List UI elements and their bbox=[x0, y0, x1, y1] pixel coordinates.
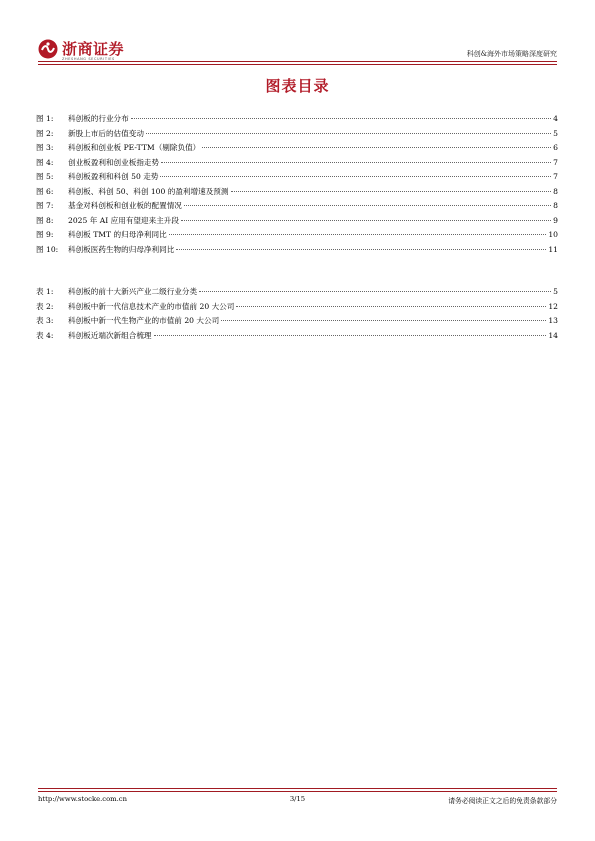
figure-entry[interactable] bbox=[36, 244, 558, 259]
table-entry[interactable] bbox=[36, 301, 558, 316]
dot-leader bbox=[181, 220, 551, 221]
table-entry-title: 科创板中新一代生物产业的市值前 20 大公司 bbox=[68, 316, 220, 326]
figure-entry-page: 9 bbox=[553, 215, 558, 225]
figure-entry-page: 7 bbox=[553, 157, 558, 167]
dot-leader bbox=[202, 147, 551, 148]
figure-entry[interactable] bbox=[36, 142, 558, 157]
figure-entry[interactable] bbox=[36, 128, 558, 143]
figure-entry-title: 2025 年 AI 应用有望迎来主升段 bbox=[68, 215, 179, 225]
dot-leader bbox=[221, 320, 546, 321]
figure-entry-number: 图 8: bbox=[36, 215, 54, 225]
table-entry-title: 科创板的前十大新兴产业二级行业分类 bbox=[68, 287, 198, 296]
figure-entry-page: 11 bbox=[548, 244, 558, 254]
figure-entry-number: 图 1: bbox=[36, 114, 54, 123]
disclaimer-note: 请务必阅读正文之后的免责条款部分 bbox=[448, 797, 557, 805]
table-entry[interactable] bbox=[36, 330, 558, 345]
figure-entry-number: 图 4: bbox=[36, 157, 54, 167]
dot-leader bbox=[236, 306, 546, 307]
figure-entry-title: 新股上市后的估值变动 bbox=[68, 128, 144, 138]
dot-leader bbox=[176, 249, 546, 250]
logo-mark-icon bbox=[38, 39, 58, 59]
table-entry-page: 12 bbox=[548, 301, 558, 311]
dot-leader bbox=[146, 133, 551, 134]
table-entry-number: 表 2: bbox=[36, 301, 54, 311]
figure-entry-number: 图 7: bbox=[36, 201, 54, 211]
figure-entry-page: 5 bbox=[553, 128, 558, 138]
table-entry-page: 5 bbox=[553, 287, 558, 296]
table-entry[interactable] bbox=[36, 286, 558, 301]
figure-entry[interactable] bbox=[36, 113, 558, 128]
figure-entry-page: 4 bbox=[553, 114, 558, 123]
figure-entry-number: 图 2: bbox=[36, 128, 54, 138]
dot-leader bbox=[199, 291, 551, 292]
table-entry-title: 科创板中新一代信息技术产业的市值前 20 大公司 bbox=[68, 301, 235, 311]
header-divider-thin bbox=[38, 64, 557, 65]
footer-url-link[interactable]: http://www.stocke.com.cn bbox=[38, 795, 127, 803]
figure-entry-title: 科创板、科创 50、科创 100 的盈利增速及预测 bbox=[68, 186, 229, 196]
dot-leader bbox=[169, 234, 547, 235]
figure-entry-page: 7 bbox=[553, 172, 558, 182]
table-entry-page: 14 bbox=[548, 330, 558, 340]
footer-divider bbox=[38, 788, 557, 789]
figure-entry-page: 8 bbox=[553, 186, 558, 196]
figure-entry[interactable] bbox=[36, 229, 558, 244]
page-number: 3/15 bbox=[289, 795, 306, 803]
dot-leader bbox=[154, 335, 547, 336]
figure-entry-title: 科创板 TMT 的归母净利同比 bbox=[68, 230, 167, 240]
figure-entry-title: 科创板盈利和科创 50 走势 bbox=[68, 172, 159, 182]
company-name: 浙商证券 bbox=[62, 40, 125, 58]
figure-entry-number: 图 9: bbox=[36, 230, 54, 240]
figure-entry-page: 8 bbox=[553, 201, 558, 211]
company-subname: ZHESHANG SECURITIES bbox=[62, 57, 115, 61]
figure-entry[interactable] bbox=[36, 157, 558, 172]
dot-leader bbox=[160, 176, 551, 177]
figure-entry-number: 图 6: bbox=[36, 186, 54, 196]
report-type: 科创&海外市场策略深度研究 bbox=[466, 50, 557, 58]
figure-entry-title: 科创板的行业分布 bbox=[68, 114, 129, 123]
table-list bbox=[36, 286, 558, 344]
table-entry-number: 表 1: bbox=[36, 287, 54, 296]
figure-entry-title: 科创板医药生物的归母净利同比 bbox=[68, 244, 175, 254]
table-entry-number: 表 4: bbox=[36, 330, 54, 340]
figure-entry-page: 10 bbox=[548, 230, 558, 240]
dot-leader bbox=[184, 205, 551, 206]
footer-divider-thin bbox=[38, 791, 557, 792]
table-entry-number: 表 3: bbox=[36, 316, 54, 326]
table-entry-page: 13 bbox=[548, 316, 558, 326]
header-divider bbox=[38, 61, 557, 62]
figure-entry-number: 图 5: bbox=[36, 172, 54, 182]
figure-entry-number: 图 3: bbox=[36, 143, 54, 153]
figure-entry-title: 基金对科创板和创业板的配置情况 bbox=[68, 201, 182, 211]
dot-leader bbox=[231, 191, 552, 192]
figure-entry[interactable] bbox=[36, 200, 558, 215]
page-title: 图表目录 bbox=[265, 77, 330, 95]
figure-entry[interactable] bbox=[36, 186, 558, 201]
figure-entry[interactable] bbox=[36, 171, 558, 186]
figure-entry[interactable] bbox=[36, 215, 558, 230]
table-entry-title: 科创板近端次新组合梳理 bbox=[68, 330, 152, 340]
figure-entry-title: 科创板和创业板 PE-TTM（剔除负值） bbox=[68, 143, 201, 153]
figure-entry-title: 创业板盈利和创业板指走势 bbox=[68, 157, 160, 167]
figure-list bbox=[36, 113, 558, 258]
figure-entry-number: 图 10: bbox=[36, 244, 59, 254]
dot-leader bbox=[161, 162, 551, 163]
dot-leader bbox=[131, 118, 551, 119]
figure-entry-page: 6 bbox=[553, 143, 558, 153]
table-entry[interactable] bbox=[36, 315, 558, 330]
